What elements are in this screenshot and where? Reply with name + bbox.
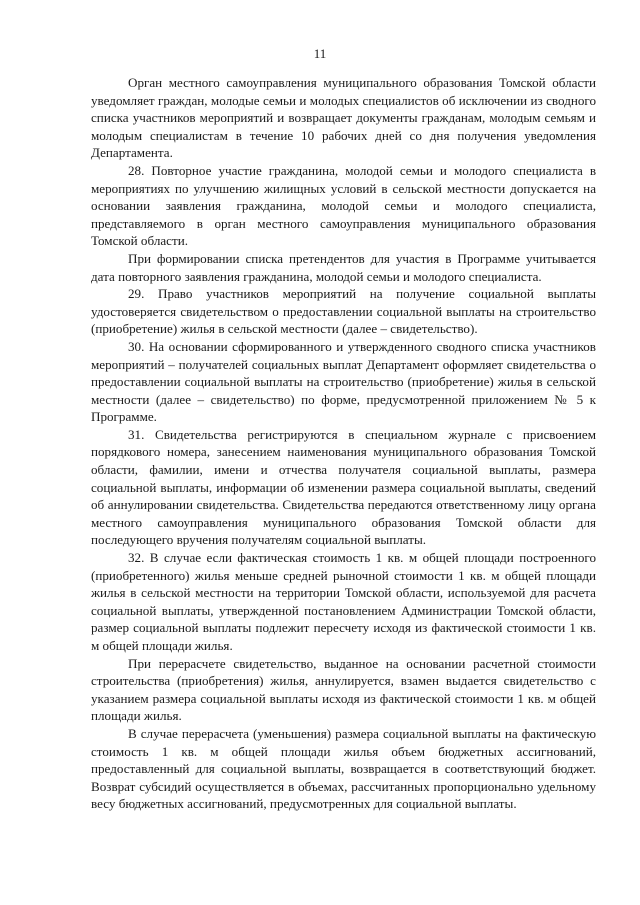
paragraph-31: 31. Свидетельства регистрируются в специальном журнале с присвоением порядкового номера, занесением наименования муниципального образования Томской области, фамилии, имени и отчества получателя социальной выплаты, размера социальной выплаты, информации об изменении размера социальной выплаты, сведений об аннулировании свидетельства. Свидетельства передаются ответственному лицу органа местного самоуправления муниципального образования Томской области для последующего вручения получателям социальной выплаты. <box>91 426 596 548</box>
document-body <box>91 74 596 813</box>
paragraph-29: 29. Право участников мероприятий на получение социальной выплаты удостоверяется свидетельством о предоставлении социальной выплаты на строительство (приобретение) жилья в сельской местности (далее – свидетельство). <box>91 286 596 337</box>
paragraph-28: 28. Повторное участие гражданина, молодой семьи и молодого специалиста в мероприятиях по улучшению жилищных условий в сельской местности допускается на основании заявления гражданина, молодой семьи и молодого специалиста, представляемого в орган местного самоуправления муниципального образования Томской области. <box>91 162 596 249</box>
page-number: 11 <box>313 46 327 61</box>
paragraph-30: 30. На основании сформированного и утвержденного сводного списка участников мероприятий – получателей социальных выплат Департамент оформляет свидетельства о предоставлении социальной выплаты на строительство (приобретение) жилья в сельской местности (далее – свидетельство) по форме, предусмотренной приложением № 5 к Программе. <box>91 338 596 425</box>
paragraph-32: 32. В случае если фактическая стоимость 1 кв. м общей площади построенного (приобретенного) жилья меньше средней рыночной стоимости 1 кв. м общей площади жилья в сельской местности на территории Томской области, используемой для расчета социальной выплаты, утвержденной постановлением Администрации Томской области, размер социальной выплаты подлежит пересчету исходя из фактической стоимости 1 кв. м общей площади жилья. <box>91 550 596 653</box>
paragraph-repeat-application: При формировании списка претендентов для участия в Программе учитывается дата повторного заявления гражданина, молодой семьи и молодого специалиста. <box>91 250 596 284</box>
paragraph-refund: В случае перерасчета (уменьшения) размера социальной выплаты на фактическую стоимость 1 кв. м общей площади жилья объем бюджетных ассигнований, предоставленный для социальной выплаты, возвращается в соответствующий бюджет. Возврат субсидий осуществляется в объемах, рассчитанных пропорционально удельному весу бюджетных ассигнований, предусмотренных для социальной выплаты. <box>91 725 596 812</box>
paragraph-notification: Орган местного самоуправления муниципального образования Томской области уведомляет граждан, молодые семьи и молодых специалистов об исключении из сводного списка участников мероприятий и возвращает документы гражданам, молодым семьям и молодым специалистам в течение 10 рабочих дней со дня получения уведомления Департамента. <box>91 75 596 161</box>
paragraph-recalculation: При перерасчете свидетельство, выданное на основании расчетной стоимости строительства (приобретения) жилья, аннулируется, взамен выдается свидетельство с указанием размера социальной выплаты исходя из фактической стоимости 1 кв. м общей площади жилья. <box>91 655 596 724</box>
